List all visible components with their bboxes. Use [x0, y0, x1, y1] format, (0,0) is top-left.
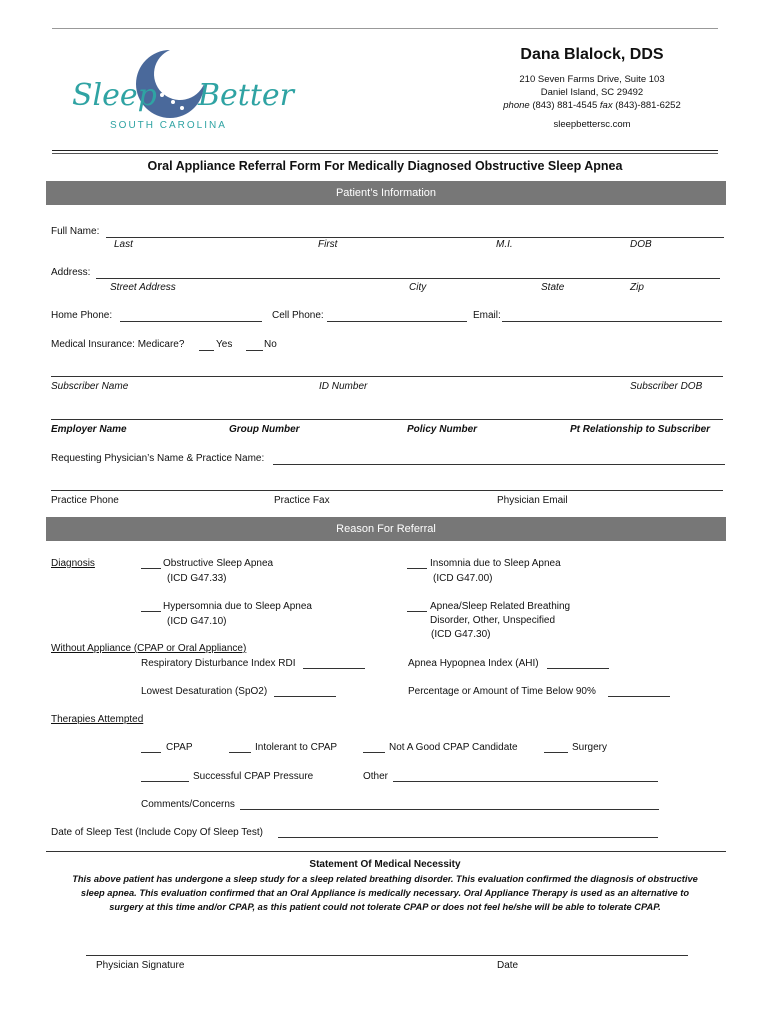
home-phone-label: Home Phone:: [51, 310, 113, 321]
comments-input[interactable]: [240, 809, 659, 810]
rdi-input[interactable]: [303, 668, 365, 669]
sub-group: Group Number: [229, 424, 300, 435]
no-label: No: [264, 339, 277, 350]
ahi-label: Apnea Hypopnea Index (AHI): [408, 658, 539, 669]
lowest-desat-label: Lowest Desaturation (SpO2): [141, 686, 268, 697]
statement-top-rule: [46, 851, 726, 852]
sub-employer: Employer Name: [51, 424, 127, 435]
yes-label: Yes: [216, 339, 233, 350]
therapies-label: Therapies Attempted: [51, 714, 144, 725]
physician-input[interactable]: [273, 464, 725, 465]
address-line-1: 210 Seven Farms Drive, Suite 103: [519, 74, 665, 85]
sub-last: Last: [114, 239, 133, 250]
dx-apnea-other: Apnea/Sleep Related Breathing: [430, 601, 571, 612]
dx-apnea-other-line2: Disorder, Other, Unspecified: [430, 615, 556, 626]
not-good-blank[interactable]: [363, 752, 385, 753]
sub-first: First: [318, 239, 338, 250]
intolerant-label: Intolerant to CPAP: [255, 742, 338, 753]
dx-hypersomnia-code: (ICD G47.10): [167, 616, 227, 627]
fax-value: (843)-881-6252: [615, 100, 681, 111]
sub-practice-fax: Practice Fax: [274, 495, 330, 506]
rdi-label: Respiratory Disturbance Index RDI: [141, 658, 296, 669]
osa-checkbox-blank[interactable]: [141, 568, 161, 569]
logo-subtitle: SOUTH CAROLINA: [110, 120, 227, 131]
statement-heading: Statement Of Medical Necessity: [309, 859, 461, 870]
referral-section-heading: Reason For Referral: [46, 517, 726, 541]
email-label: Email:: [473, 310, 501, 321]
sub-relationship: Pt Relationship to Subscriber: [570, 424, 711, 435]
sub-practice-phone: Practice Phone: [51, 495, 119, 506]
sub-city: City: [409, 282, 427, 293]
without-appliance-label: Without Appliance (CPAP or Oral Appliance): [51, 643, 247, 654]
doctor-info: [470, 46, 714, 130]
other-input[interactable]: [393, 781, 658, 782]
phone-label: phone: [503, 100, 530, 111]
apnea-other-checkbox-blank[interactable]: [407, 611, 427, 612]
other-label: Other: [363, 771, 389, 782]
doctor-name: Dana Blalock, DDS: [520, 46, 664, 63]
medicare-no-blank[interactable]: [246, 350, 263, 351]
lowest-desat-input[interactable]: [274, 696, 336, 697]
address-label: Address:: [51, 267, 91, 278]
phone-fax-line: [470, 100, 714, 111]
sub-state: State: [541, 282, 565, 293]
insurance-label: Medical Insurance: Medicare?: [51, 339, 185, 350]
intolerant-blank[interactable]: [229, 752, 251, 753]
not-good-label: Not A Good CPAP Candidate: [389, 742, 518, 753]
logo-text-left: Sleep: [72, 78, 157, 113]
signature-input[interactable]: [86, 955, 688, 956]
statement-line-3: surgery at this time and/or CPAP, as this patient could not tolerate CPAP or does not feel he/she will be able to tolerate CPAP.: [109, 902, 661, 912]
surgery-blank[interactable]: [544, 752, 568, 753]
insomnia-checkbox-blank[interactable]: [407, 568, 427, 569]
fax-label: fax: [599, 100, 613, 111]
cell-phone-input[interactable]: [327, 321, 467, 322]
cpap-label: CPAP: [166, 742, 193, 753]
practice-input[interactable]: [51, 490, 723, 491]
sleep-test-input[interactable]: [278, 837, 658, 838]
phone-value: (843) 881-4545: [532, 100, 598, 111]
cell-phone-label: Cell Phone:: [272, 310, 324, 321]
logo: [70, 40, 295, 140]
full-name-label: Full Name:: [51, 226, 100, 237]
sub-subscriber-dob: Subscriber DOB: [630, 381, 703, 392]
email-input[interactable]: [502, 321, 722, 322]
patient-section-heading: Patient’s Information: [46, 181, 726, 205]
date-label: Date: [497, 960, 519, 971]
comments-label: Comments/Concerns: [141, 799, 235, 810]
statement-line-1: This above patient has undergone a sleep study for a sleep related breathing disorder. This evaluation confirmed the diagnosis of obstructive: [72, 874, 698, 884]
sub-street: Street Address: [110, 282, 176, 293]
cpap-blank[interactable]: [141, 752, 161, 753]
dx-insomnia-code: (ICD G47.00): [433, 573, 493, 584]
home-phone-input[interactable]: [120, 321, 262, 322]
header-rule-2: [52, 153, 718, 154]
successful-cpap-blank[interactable]: [141, 781, 189, 782]
header-rule-1: [52, 150, 718, 151]
full-name-input[interactable]: [106, 237, 724, 238]
sub-id-number: ID Number: [319, 381, 368, 392]
dx-insomnia: Insomnia due to Sleep Apnea: [430, 558, 561, 569]
address-line-2: Daniel Island, SC 29492: [540, 87, 644, 98]
sub-mi: M.I.: [496, 239, 513, 250]
sub-policy: Policy Number: [407, 424, 478, 435]
successful-cpap-label: Successful CPAP Pressure: [193, 771, 314, 782]
pct-below-label: Percentage or Amount of Time Below 90%: [408, 686, 596, 697]
physician-signature-label: Physician Signature: [96, 960, 185, 971]
ahi-input[interactable]: [547, 668, 609, 669]
diagnosis-label: Diagnosis: [51, 558, 95, 569]
sub-zip: Zip: [630, 282, 644, 293]
physician-label: Requesting Physician’s Name & Practice Name:: [51, 453, 265, 464]
form-title: Oral Appliance Referral Form For Medically Diagnosed Obstructive Sleep Apnea: [147, 159, 623, 173]
logo-text-right: Better: [198, 78, 295, 113]
dx-apnea-other-code: (ICD G47.30): [431, 629, 491, 640]
hypersomnia-checkbox-blank[interactable]: [141, 611, 161, 612]
sub-subscriber-name: Subscriber Name: [51, 381, 129, 392]
top-rule: [52, 28, 718, 29]
statement-line-2: sleep apnea. This evaluation confirmed that an Oral Appliance is medically necessary. Oral Appliance Therapy is used as an alternative to: [80, 888, 690, 898]
address-input[interactable]: [96, 278, 720, 279]
medicare-yes-blank[interactable]: [199, 350, 214, 351]
sub-dob: DOB: [630, 239, 652, 250]
sleep-test-label: Date of Sleep Test (Include Copy Of Sleep Test): [51, 827, 263, 838]
surgery-label: Surgery: [572, 742, 608, 753]
pct-below-input[interactable]: [608, 696, 670, 697]
subscriber-input[interactable]: [51, 376, 723, 377]
sub-physician-email: Physician Email: [497, 495, 568, 506]
dx-hypersomnia: Hypersomnia due to Sleep Apnea: [163, 601, 312, 612]
dx-osa: Obstructive Sleep Apnea: [163, 558, 274, 569]
dx-osa-code: (ICD G47.33): [167, 573, 227, 584]
employer-input[interactable]: [51, 419, 723, 420]
website: sleepbettersc.com: [553, 119, 631, 130]
